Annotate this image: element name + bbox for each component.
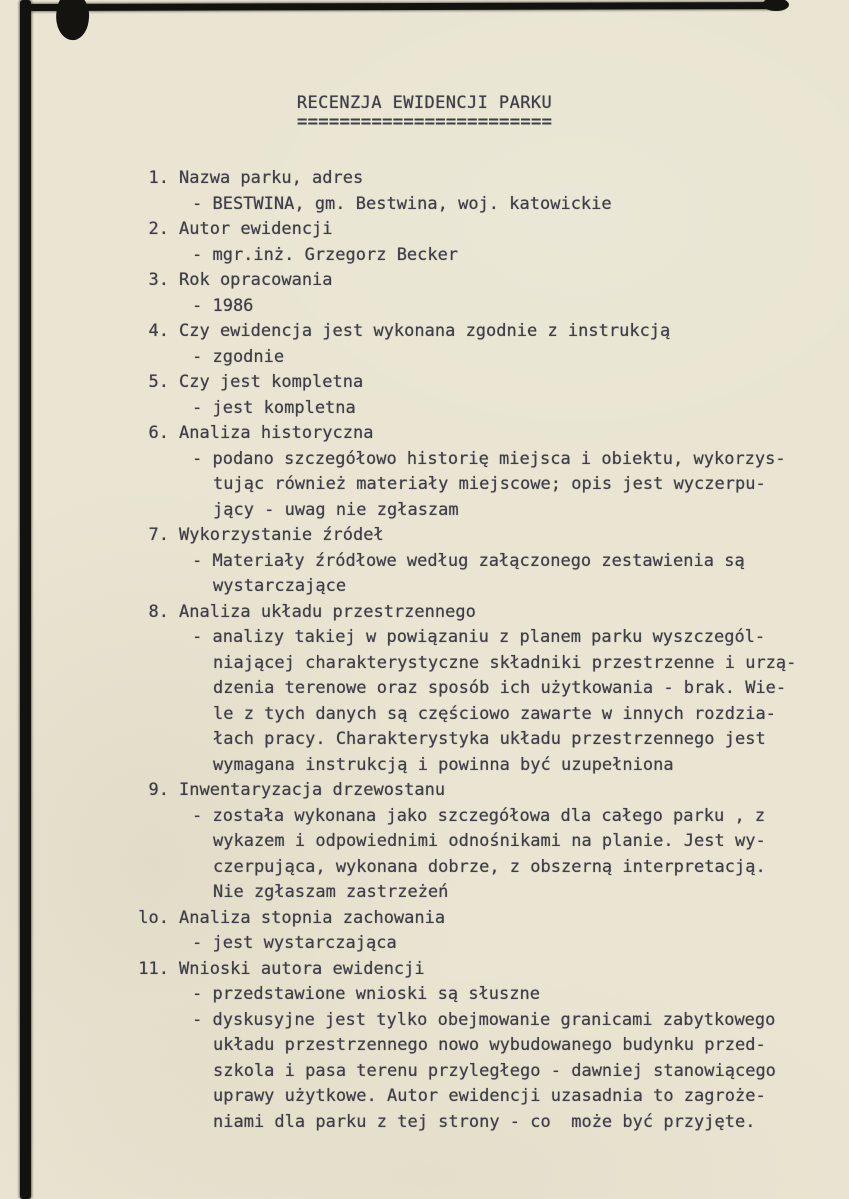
detail-block — [138, 549, 818, 600]
detail-line: niami dla parku z tej strony - co może być przyjęte. — [213, 1111, 756, 1132]
detail-line: szkola i pasa terenu przyległego - dawniej stanowiącego — [213, 1060, 776, 1081]
detail-block — [138, 931, 818, 957]
detail-block — [138, 1008, 818, 1136]
item-label: Czy ewidencja jest wykonana zgodnie z instrukcją — [179, 321, 671, 341]
item-label: Analiza historyczna — [179, 423, 374, 443]
item-heading — [138, 778, 818, 804]
item-number: lo. — [138, 907, 169, 928]
detail-line: - Materiały źródłowe według załączonego zestawienia są — [192, 550, 745, 571]
item-heading — [138, 957, 818, 983]
item-label: Wykorzystanie źródeł — [179, 525, 384, 545]
detail-line: - BESTWINA, gm. Bestwina, woj. katowickie — [192, 193, 612, 214]
detail-block — [138, 625, 818, 778]
item-label: Rok opracowania — [179, 270, 333, 290]
item-heading — [138, 319, 818, 345]
list-item — [138, 370, 818, 421]
detail-line: - jest kompletna — [192, 397, 356, 418]
list-item — [138, 421, 818, 523]
detail-line: dzenia terenowe oraz sposób ich użytkowania - brak. Wie- — [213, 678, 787, 698]
list-item — [138, 217, 818, 268]
item-number: 4. — [148, 321, 169, 341]
detail-line: wykazem i odpowiednimi odnośnikami na planie. Jest wy- — [213, 831, 766, 851]
item-number: 9. — [148, 780, 169, 800]
item-label: Autor ewidencji — [179, 219, 333, 239]
item-label: Analiza stopnia zachowania — [179, 907, 446, 928]
detail-line: - analizy takiej w powiązaniu z planem parku wyszczegól- — [192, 627, 766, 647]
list-item — [138, 778, 818, 906]
list-item — [138, 600, 818, 779]
detail-block — [138, 447, 818, 524]
item-heading — [138, 600, 818, 626]
scan-edge-left — [20, 0, 31, 1199]
detail-line: - jest wystarczająca — [192, 933, 397, 953]
title-block — [0, 93, 849, 131]
detail-line: - przedstawione wnioski są słuszne — [192, 984, 540, 1004]
detail-line: - 1986 — [192, 295, 254, 316]
item-number: 11. — [138, 958, 169, 979]
list-item — [138, 166, 818, 217]
document-title: RECENZJA EWIDENCJI PARKU — [296, 93, 553, 113]
detail-line: - dyskusyjne jest tylko obejmowanie granicami zabytkowego — [192, 1009, 776, 1030]
item-heading — [138, 370, 818, 396]
item-number: 7. — [148, 525, 169, 545]
detail-line: wymagana instrukcją i powinna być uzupełniona — [213, 754, 674, 775]
list-item — [138, 906, 818, 957]
scan-blob-top-left — [53, 0, 91, 42]
scan-edge-top — [29, 2, 785, 11]
detail-line: uprawy użytkowe. Autor ewidencji uzasadnia to zagroże- — [213, 1086, 766, 1106]
item-label: Nazwa parku, adres — [179, 168, 364, 188]
item-label: Analiza układu przestrzennego — [179, 601, 476, 622]
item-number: 2. — [148, 219, 169, 239]
item-label: Inwentaryzacja drzewostanu — [179, 780, 446, 800]
detail-line: le z tych danych są częściowo zawarte w innych rozdzia- — [213, 703, 776, 724]
item-heading — [138, 166, 818, 192]
item-label: Czy jest kompletna — [179, 372, 364, 392]
detail-block — [138, 294, 818, 320]
item-number: 3. — [148, 270, 169, 290]
detail-block — [138, 804, 818, 906]
detail-line: Nie zgłaszam zastrzeżeń — [213, 882, 449, 902]
detail-line: czerpująca, wykonana dobrze, z obszerną interpretacją. — [213, 856, 766, 877]
detail-block — [138, 345, 818, 371]
detail-line: jący - uwag nie zgłaszam — [213, 499, 459, 520]
detail-line: - podano szczegółowo historię miejsca i obiektu, wykorzys- — [192, 448, 786, 469]
title-underline: ======================== — [296, 112, 553, 132]
item-heading — [138, 421, 818, 447]
detail-block — [138, 396, 818, 422]
item-number: 5. — [148, 372, 169, 392]
detail-block — [138, 243, 818, 269]
detail-line: - zgodnie — [192, 346, 285, 367]
item-number: 8. — [148, 601, 169, 622]
item-heading — [138, 523, 818, 549]
list-item — [138, 523, 818, 600]
item-number: 1. — [148, 168, 169, 188]
detail-line: niającej charakterystyczne składniki przestrzenne i urzą- — [213, 652, 797, 673]
scan-blob-top-right — [763, 0, 789, 11]
list-item — [138, 319, 818, 370]
detail-line: układu przestrzennego nowo wybudowanego budynku przed- — [213, 1035, 766, 1055]
item-heading — [138, 906, 818, 932]
item-heading — [138, 217, 818, 243]
item-number: 6. — [148, 423, 169, 443]
document-items — [138, 166, 818, 1135]
list-item — [138, 957, 818, 1136]
detail-line: wystarczające — [213, 576, 347, 596]
detail-line: tując również materiały miejscowe; opis jest wyczerpu- — [213, 474, 766, 494]
detail-block — [138, 192, 818, 218]
detail-line: łach pracy. Charakterystyka układu przestrzennego jest — [213, 729, 766, 749]
item-heading — [138, 268, 818, 294]
item-label: Wnioski autora ewidencji — [179, 958, 425, 979]
list-item — [138, 268, 818, 319]
detail-line: - mgr.inż. Grzegorz Becker — [192, 244, 459, 265]
detail-block — [138, 982, 818, 1008]
detail-line: - została wykonana jako szczegółowa dla całego parku , z — [192, 805, 766, 826]
